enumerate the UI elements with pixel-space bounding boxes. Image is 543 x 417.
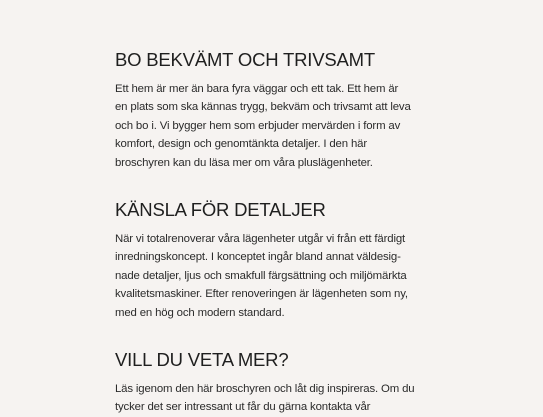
brochure-text-column (115, 49, 435, 417)
paragraph-line: en plats som ska kännas trygg, bekväm och trivsamt att leva (115, 101, 411, 114)
paragraph-line: nade detaljer, ljus och smakfull färgsättning och miljömärkta (115, 269, 407, 282)
paragraph-line: komfort, design och genomtänkta detaljer. I den här (115, 138, 367, 151)
section-bo-bekvamt (115, 49, 435, 172)
section-vill-du-veta-mer (115, 349, 435, 417)
paragraph-line: tycker det ser intressant ut får du gärna kontakta vår (115, 401, 371, 414)
section-kansla-for-detaljer (115, 199, 435, 322)
paragraph-line: När vi totalrenoverar våra lägenheter utgår vi från ett färdigt (115, 233, 406, 246)
paragraph-line: och bo i. Vi bygger hem som erbjuder mervärden i form av (115, 119, 401, 132)
paragraph-line: kvalitetsmaskiner. Efter renoveringen är lägenheten som ny, (115, 288, 408, 301)
section-heading: BO BEKVÄMT OCH TRIVSAMT (115, 49, 375, 70)
paragraph-line: broschyren kan du läsa mer om våra pluslägenheter. (115, 156, 373, 169)
paragraph-line: Läs igenom den här broschyren och låt dig inspireras. Om du (115, 383, 415, 396)
paragraph-line: inredningskoncept. I konceptet ingår bland annat väldesig- (115, 251, 401, 264)
section-heading: KÄNSLA FÖR DETALJER (115, 199, 326, 221)
paragraph-line: med en hög och modern standard. (115, 306, 285, 319)
section-paragraph (115, 230, 435, 322)
section-heading: VILL DU VETA MER? (115, 349, 289, 371)
section-paragraph (115, 380, 435, 417)
section-paragraph (115, 80, 435, 172)
paragraph-line: Ett hem är mer än bara fyra väggar och ett tak. Ett hem är (115, 83, 399, 95)
